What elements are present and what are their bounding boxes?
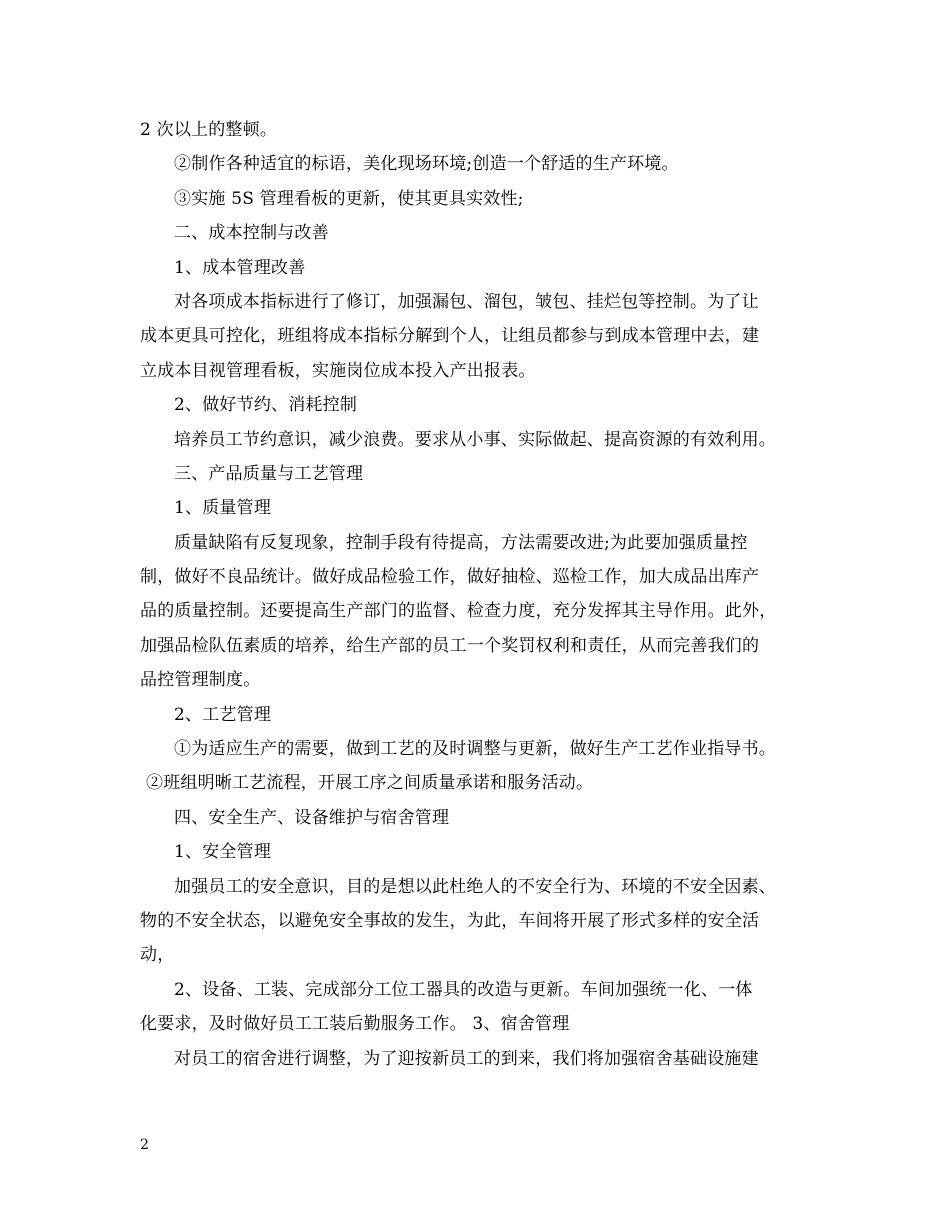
text-line: ②制作各种适宜的标语，美化现场环境;创造一个舒适的生产环境。 <box>174 154 679 175</box>
text-line: 物的不安全状态，以避免安全事故的发生，为此，车间将开展了形式多样的安全活 <box>140 910 760 931</box>
section-heading: 二、成本控制与改善 <box>174 223 329 244</box>
text-line: 质量缺陷有反复现象，控制手段有待提高，方法需要改进;为此要加强质量控 <box>174 532 748 553</box>
subsection-heading: 1、成本管理改善 <box>174 257 306 278</box>
text-line: 加强员工的安全意识，目的是想以此杜绝人的不安全行为、环境的不安全因素、 <box>174 876 776 897</box>
subsection-heading: 1、质量管理 <box>174 498 272 519</box>
text-line: 化要求，及时做好员工工装后勤服务工作。 3、宿舍管理 <box>140 1014 570 1035</box>
subsection-heading: 2、做好节约、消耗控制 <box>174 395 358 416</box>
text-line: ③实施 5S 管理看板的更新，使其更具实效性; <box>174 188 524 209</box>
text-line: 对各项成本指标进行了修订，加强漏包、溜包，皱包、挂烂包等控制。为了让 <box>174 291 759 312</box>
text-line: 立成本目视管理看板，实施岗位成本投入产出报表。 <box>140 360 536 381</box>
section-heading: 三、产品质量与工艺管理 <box>174 463 364 484</box>
text-line: 动， <box>140 945 175 966</box>
text-line: 2、设备、工装、完成部分工位工器具的改造与更新。车间加强统一化、一体 <box>174 979 753 1000</box>
text-line: 品控管理制度。 <box>140 670 261 691</box>
text-line: ①为适应生产的需要，做到工艺的及时调整与更新，做好生产工艺作业指导书。 <box>174 739 776 760</box>
page-number: 2 <box>140 1137 149 1153</box>
text-line: 2 次以上的整顿。 <box>140 120 278 140</box>
document-body <box>140 113 820 1076</box>
text-line: 培养员工节约意识，减少浪费。要求从小事、实际做起、提高资源的有效利用。 <box>174 429 776 450</box>
text-line: 制，做好不良品统计。做好成品检验工作，做好抽检、巡检工作，加大成品出库产 <box>140 567 760 588</box>
subsection-heading: 1、安全管理 <box>174 842 272 863</box>
text-line: 加强品检队伍素质的培养，给生产部的员工一个奖罚权利和责任，从而完善我们的 <box>140 635 760 656</box>
text-line: 品的质量控制。还要提高生产部门的监督、检查力度，充分发挥其主导作用。此外， <box>140 601 777 622</box>
section-heading: 四、安全生产、设备维护与宿舍管理 <box>174 807 450 828</box>
text-line: 成本更具可控化，班组将成本指标分解到个人，让组员都参与到成本管理中去，建 <box>140 326 760 347</box>
text-line: 对员工的宿舍进行调整，为了迎按新员工的到来，我们将加强宿舍基础设施建 <box>174 1048 759 1069</box>
text-line: ②班组明晰工艺流程，开展工序之间质量承诺和服务活动。 <box>146 773 594 794</box>
subsection-heading: 2、工艺管理 <box>174 704 272 725</box>
